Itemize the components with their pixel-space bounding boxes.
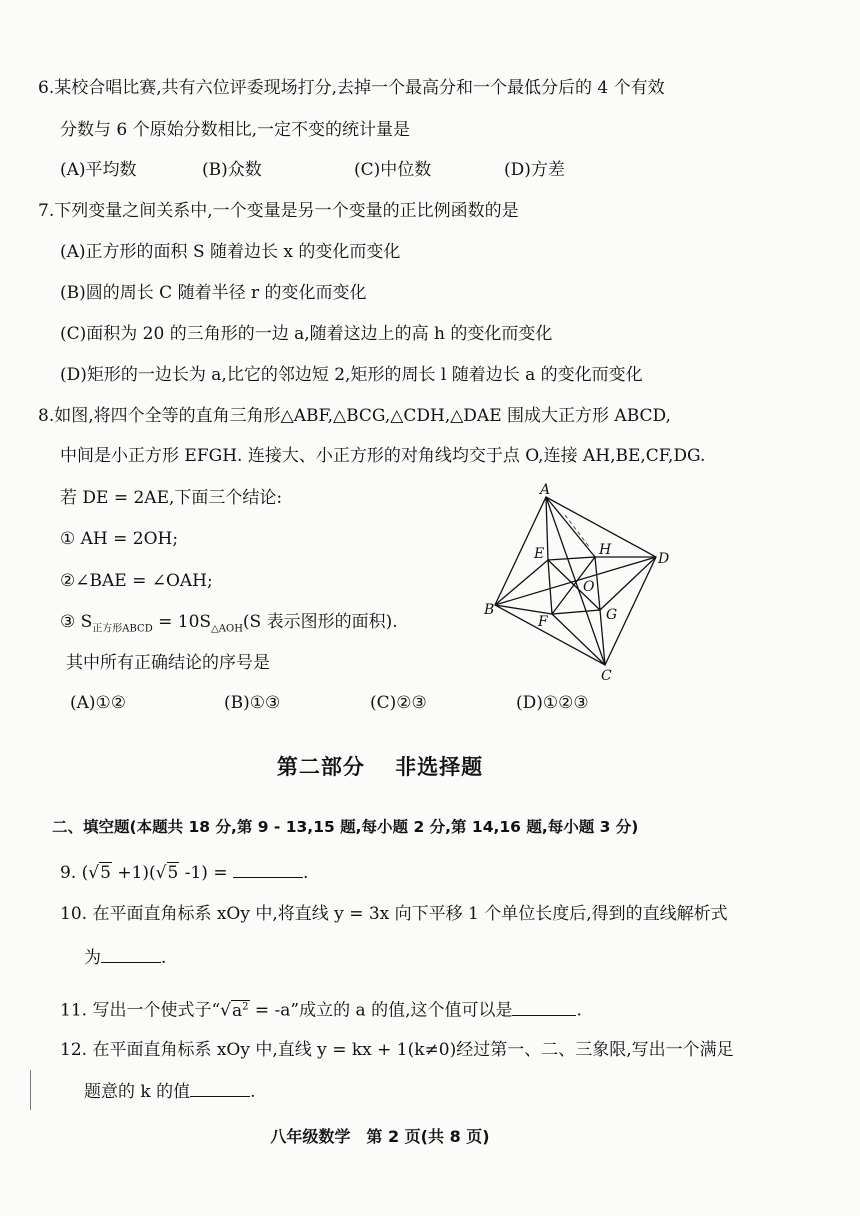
q7-option-a: (A)正方形的面积 S 随着边长 x 的变化而变化 xyxy=(60,242,401,262)
q8-conclusion-2: ②∠BAE = ∠OAH; xyxy=(60,571,213,591)
q8-c3-sub2: △AOH xyxy=(211,623,243,635)
q6-option-c: (C)中位数 xyxy=(354,160,432,180)
q7-option-d: (D)矩形的一边长为 a,比它的邻边短 2,矩形的周长 l 随着边长 a 的变化而变化 xyxy=(60,365,643,385)
q8-c3-suffix: (S 表示图形的面积). xyxy=(242,612,398,632)
q11-answer-blank[interactable] xyxy=(512,999,576,1016)
q12-line1: 12. 在平面直角标系 xOy 中,直线 y = kx + 1(k≠0)经过第一、二、三象限,写出一个满足 xyxy=(60,1040,734,1060)
q9-line: 9. (√5 +1)(√5 -1) = . xyxy=(60,863,309,883)
q11-prefix: 11. 写出一个使式子“ xyxy=(60,1000,221,1021)
fill-in-header: 二、填空题(本题共 18 分,第 9 - 13,15 题,每小题 2 分,第 14,16 题,每小题 3 分) xyxy=(52,818,639,836)
q8-option-c: (C)②③ xyxy=(370,693,427,713)
q7-option-c: (C)面积为 20 的三角形的一边 a,随着这边上的高 h 的变化而变化 xyxy=(60,324,553,344)
q9-mid: +1)( xyxy=(111,863,156,883)
label-h: H xyxy=(599,542,612,558)
q8-ask: 其中所有正确结论的序号是 xyxy=(66,653,270,673)
label-f: F xyxy=(538,614,548,630)
q8-c3-sub1: 正方形ABCD xyxy=(92,623,153,635)
q10-line1: 10. 在平面直角标系 xOy 中,将直线 y = 3x 向下平移 1 个单位长度后,得到的直线解析式 xyxy=(60,904,728,924)
q9-suffix: -1) = xyxy=(179,863,233,883)
label-d: D xyxy=(658,551,670,567)
section2-title: 第二部分 非选择题 xyxy=(276,755,484,779)
q6-option-d: (D)方差 xyxy=(504,160,565,180)
q10-answer-blank[interactable] xyxy=(101,946,161,963)
q7-option-b: (B)圆的周长 C 随着半径 r 的变化而变化 xyxy=(60,283,367,303)
q8-option-a: (A)①② xyxy=(70,693,127,713)
q6-line1: 6.某校合唱比赛,共有六位评委现场打分,去掉一个最高分和一个最低分后的 4 个有效 xyxy=(38,78,665,98)
q9-answer-blank[interactable] xyxy=(233,861,303,878)
q12-line2: 题意的 k 的值 . xyxy=(84,1082,256,1102)
q11-mid: = -a”成立的 a 的值,这个值可以是 xyxy=(249,1000,513,1021)
q6-option-a: (A)平均数 xyxy=(60,160,137,180)
q11-line: 11. 写出一个使式子“$√a^2 = -a$”成立的 a 的值,这个值可以是 . xyxy=(60,1000,582,1021)
label-g: G xyxy=(606,607,618,623)
q8-conclusion-1: ① AH = 2OH; xyxy=(60,529,179,549)
label-a: A xyxy=(540,482,551,498)
q9-radicand-2: 5 xyxy=(167,863,179,883)
label-e: E xyxy=(534,546,545,562)
label-b: B xyxy=(484,602,495,618)
q8-option-b: (B)①③ xyxy=(224,693,281,713)
label-o: O xyxy=(583,579,595,595)
q11-exponent: 2 xyxy=(242,1001,249,1012)
q11-radical xyxy=(231,1000,250,1021)
q8-c3-mid: = 10S xyxy=(152,612,212,632)
q9-radicand-1: 5 xyxy=(100,863,111,883)
q8-line1: 8.如图,将四个全等的直角三角形△ABF,△BCG,△CDH,△DAE 围成大正方形 ABCD, xyxy=(38,406,671,426)
q6-option-b: (B)众数 xyxy=(202,160,262,180)
q10-prefix: 为 xyxy=(84,948,101,968)
q8-conclusion-3 xyxy=(60,610,398,641)
q9-prefix: 9. ( xyxy=(60,863,89,883)
q12-prefix: 题意的 k 的值 xyxy=(84,1082,191,1102)
q10-line2: 为 . xyxy=(84,948,167,968)
label-c: C xyxy=(601,668,612,684)
q6-line2: 分数与 6 个原始分数相比,一定不变的统计量是 xyxy=(60,120,411,140)
q12-answer-blank[interactable] xyxy=(190,1080,250,1097)
q8-option-d: (D)①②③ xyxy=(516,693,589,713)
page-footer: 八年级数学 第 2 页(共 8 页) xyxy=(270,1127,490,1146)
q11-radicand: a xyxy=(231,1000,243,1021)
margin-mark xyxy=(30,1070,31,1110)
q7-stem: 7.下列变量之间关系中,一个变量是另一个变量的正比例函数的是 xyxy=(38,201,519,221)
q8-line3: 若 DE = 2AE,下面三个结论: xyxy=(60,488,283,508)
q8-line2: 中间是小正方形 EFGH. 连接大、小正方形的对角线均交于点 O,连接 AH,BE,CF,DG. xyxy=(60,446,706,466)
q8-c3-prefix: ③ S xyxy=(60,612,93,632)
